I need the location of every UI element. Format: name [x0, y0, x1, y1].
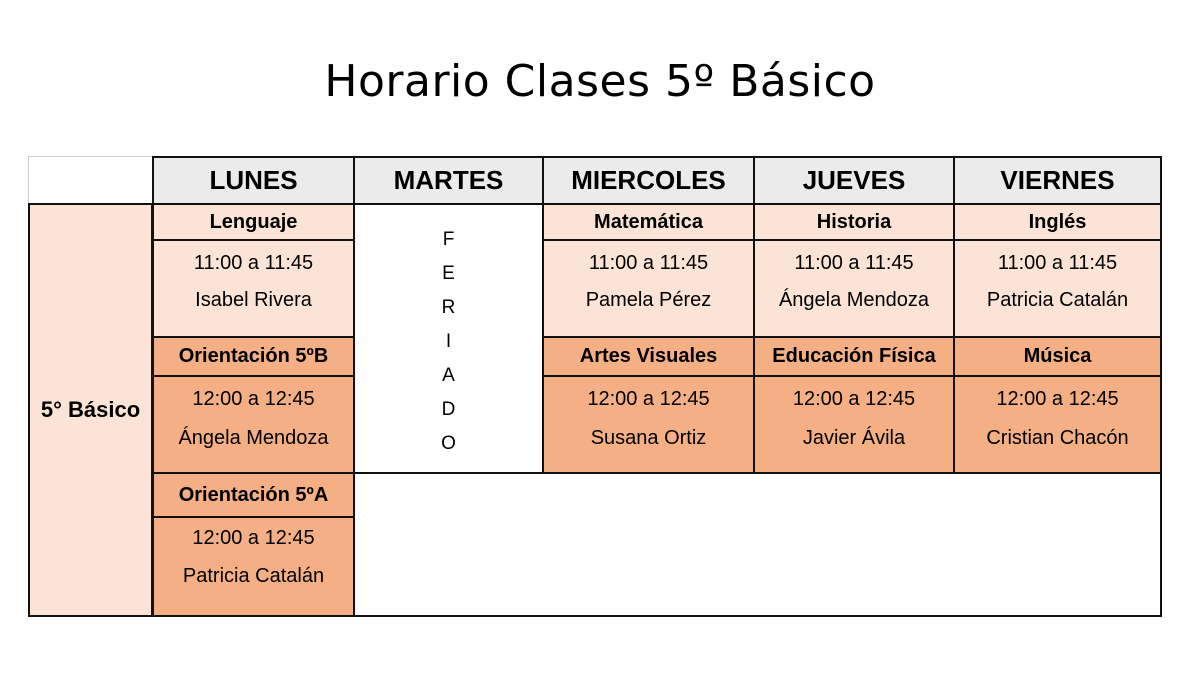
class-teacher: Javier Ávila: [802, 427, 906, 449]
class-details: [953, 375, 1162, 474]
class-details: [152, 375, 355, 474]
row-label: 5° Básico: [28, 203, 153, 617]
page-title: Horario Clases 5º Básico: [324, 56, 876, 107]
class-details: [753, 239, 955, 338]
class-time: 11:00 a 11:45: [794, 252, 914, 274]
class-time: 11:00 a 11:45: [997, 252, 1118, 274]
feriado-letter: F: [442, 229, 455, 250]
class-subject: Inglés: [953, 203, 1162, 241]
day-header-martes: MARTES: [353, 156, 544, 205]
feriado-letter: O: [441, 433, 456, 454]
class-time: 11:00 a 11:45: [193, 252, 314, 274]
day-header-viernes: VIERNES: [953, 156, 1162, 205]
corner-cell: [28, 156, 153, 205]
class-details: [753, 375, 955, 474]
class-teacher: Isabel Rivera: [195, 289, 312, 311]
class-time: 12:00 a 12:45: [996, 388, 1119, 410]
class-time: 12:00 a 12:45: [192, 527, 315, 549]
class-subject: Música: [953, 336, 1162, 377]
feriado-letter: E: [442, 263, 455, 284]
class-subject: Orientación 5ºA: [152, 472, 355, 518]
class-details: [152, 239, 355, 338]
class-subject: Historia: [753, 203, 955, 241]
class-subject: Matemática: [542, 203, 755, 241]
class-details: [953, 239, 1162, 338]
day-header-jueves: JUEVES: [753, 156, 955, 205]
class-teacher: Susana Ortiz: [590, 427, 707, 449]
class-subject: Lenguaje: [152, 203, 355, 241]
empty-area: [353, 472, 1162, 617]
class-details: [542, 375, 755, 474]
class-subject: Educación Física: [753, 336, 955, 377]
class-subject: Artes Visuales: [542, 336, 755, 377]
class-time: 12:00 a 12:45: [192, 388, 315, 410]
class-details: [152, 516, 355, 617]
class-time: 11:00 a 11:45: [588, 252, 709, 274]
class-teacher: Patricia Catalán: [182, 565, 325, 587]
class-time: 12:00 a 12:45: [792, 388, 916, 410]
class-teacher: Cristian Chacón: [986, 427, 1129, 449]
feriado-letter: R: [441, 297, 456, 318]
class-subject: Orientación 5ºB: [152, 336, 355, 377]
feriado-letter: A: [442, 365, 455, 386]
day-header-miercoles: MIERCOLES: [542, 156, 755, 205]
class-teacher: Patricia Catalán: [986, 289, 1129, 311]
class-details: [542, 239, 755, 338]
feriado-cell: [353, 203, 544, 474]
class-teacher: Pamela Pérez: [585, 289, 712, 311]
class-time: 12:00 a 12:45: [587, 388, 710, 410]
feriado-letter: I: [445, 331, 452, 352]
class-teacher: Ángela Mendoza: [778, 289, 930, 311]
feriado-letter: D: [441, 399, 456, 420]
day-header-lunes: LUNES: [152, 156, 355, 205]
class-teacher: Ángela Mendoza: [178, 427, 329, 449]
